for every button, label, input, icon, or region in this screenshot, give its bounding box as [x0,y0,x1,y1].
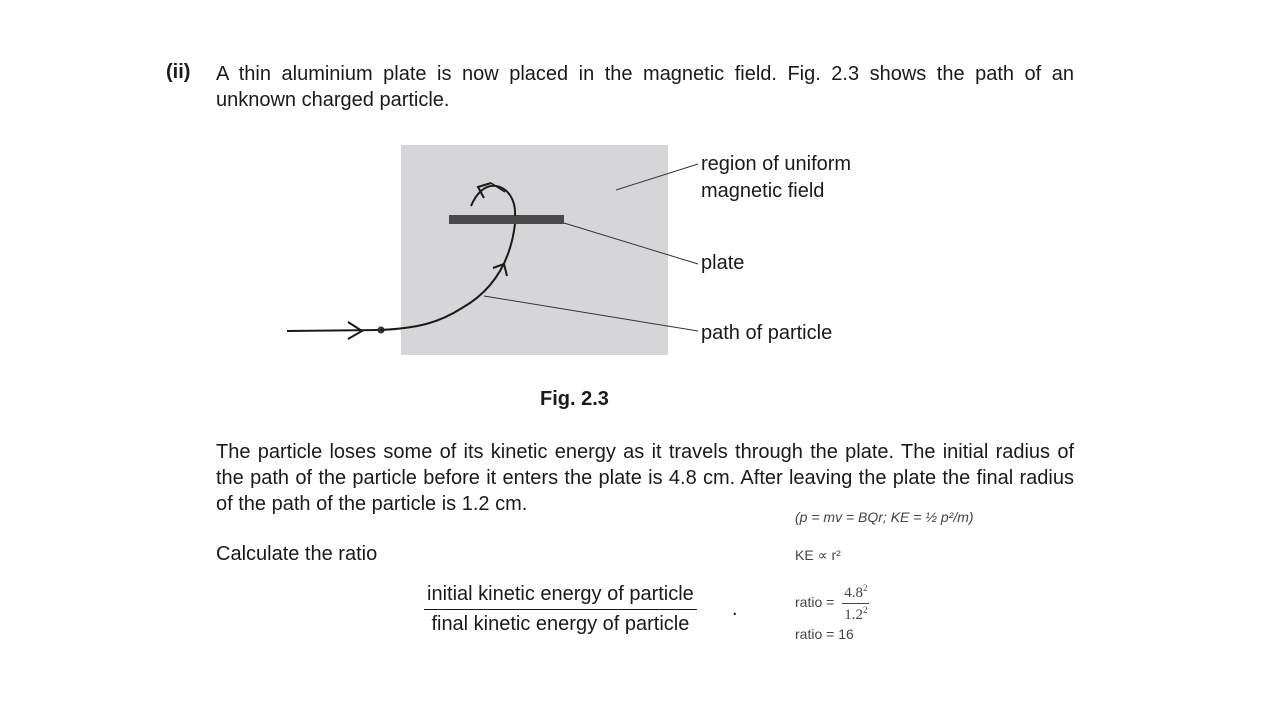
fraction-denominator: final kinetic energy of particle [431,613,690,635]
path-label: path of particle [701,322,833,344]
ratio-fraction [424,583,697,636]
aluminium-plate [449,215,564,224]
hand-ratio-fraction [842,583,869,624]
hand-den-base: 1.2 [844,607,863,623]
question-label: (ii) [166,61,191,83]
hand-den-exp: 2 [862,605,868,615]
hand-ratio-line [795,583,869,624]
figure-caption: Fig. 2.3 [540,388,609,410]
region-label-line1: region of uniform [701,153,852,175]
incoming-path [287,330,380,331]
question-intro: A thin aluminium plate is now placed in the magnetic field. Fig. 2.3 shows the path of an unknown charged particle. [216,63,1074,111]
hand-num-exp: 2 [862,583,868,593]
calc-prompt: Calculate the ratio [216,543,378,565]
hand-ratio-numerator [842,583,869,604]
region-label [701,151,851,205]
hand-num-base: 4.8 [844,585,863,601]
hand-ratio-label: ratio = [795,594,835,611]
region-label-line2: magnetic field [701,180,825,202]
fraction-numerator: initial kinetic energy of particle [424,583,697,610]
hand-formula-text: (p = mv = BQr; KE = ½ p²/m) [795,509,974,525]
hand-proportional-line: KE ∝ r² [795,547,841,563]
fraction-period: . [732,598,738,620]
magnetic-field-region [401,145,668,355]
plate-label: plate [701,252,745,274]
hand-result-line: ratio = 16 [795,626,854,642]
hand-formula-line [795,509,974,525]
hand-ratio-denominator [842,604,869,624]
body-paragraph: The particle loses some of its kinetic energy as it travels through the plate. The initial radius of the path of the particle before it enters the plate is 4.8 cm. After leaving the plate the final radius of the path of the particle is 1.2 cm. [216,441,1074,515]
